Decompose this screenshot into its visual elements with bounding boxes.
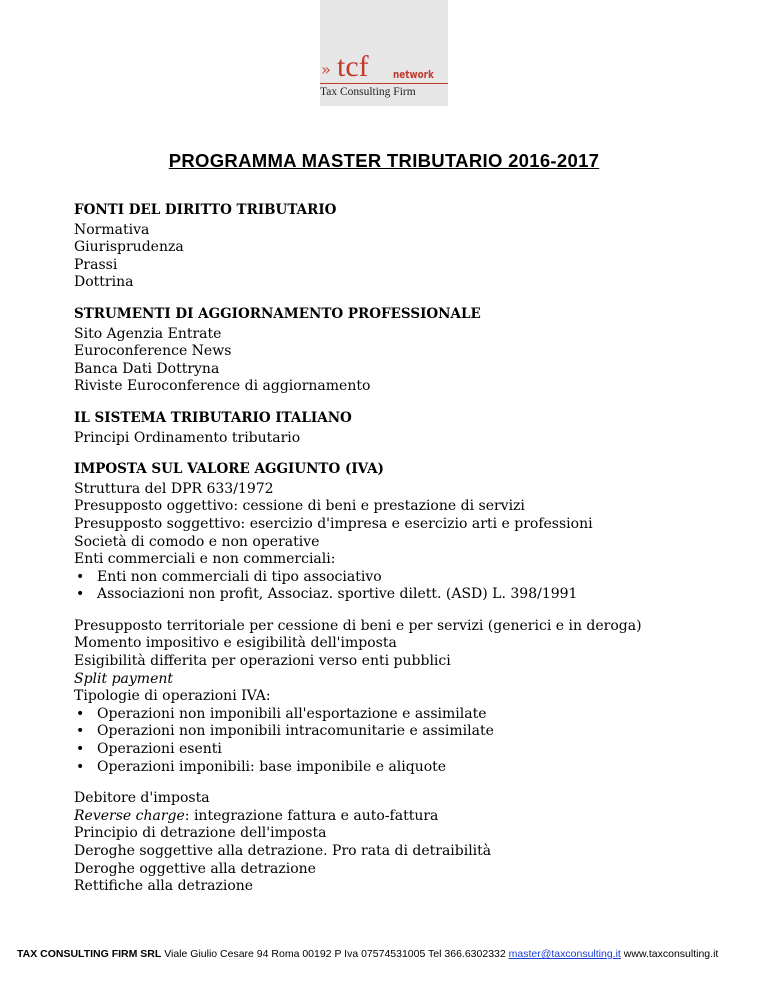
reverse-charge-term: Reverse charge xyxy=(74,807,185,824)
list-item: Società di comodo e non operative xyxy=(74,533,320,550)
footer-email-link[interactable]: master@taxconsulting.it xyxy=(508,948,621,960)
list-item: Euroconference News xyxy=(74,343,232,360)
list-item: Momento impositivo e esigibilità dell'imposta xyxy=(74,635,397,652)
spacer xyxy=(74,604,744,618)
list-item: Presupposto territoriale per cessione di beni e per servizi (generici e in deroga) xyxy=(74,617,642,634)
section-title: IMPOSTA SUL VALORE AGGIUNTO (IVA) xyxy=(74,461,384,478)
program-content xyxy=(74,202,744,910)
logo-network: network xyxy=(393,68,434,81)
list-item-reverse-charge xyxy=(74,808,744,826)
bullet-item: • Associazioni non profit, Associaz. sportive dilett. (ASD) L. 398/1991 xyxy=(74,586,744,604)
bullet-item: • Operazioni non imponibili intracomunitarie e assimilate xyxy=(74,723,744,741)
bullet-list-enti xyxy=(74,569,744,604)
footer-website: www.taxconsulting.it xyxy=(620,948,719,960)
logo-block xyxy=(320,0,448,106)
list-item: Presupposto oggettivo: cessione di beni e prestazione di servizi xyxy=(74,498,525,515)
logo-brand: tcf xyxy=(337,50,369,83)
list-item: Giurisprudenza xyxy=(74,239,184,256)
section-title: STRUMENTI DI AGGIORNAMENTO PROFESSIONALE xyxy=(74,305,481,322)
list-item: Banca Dati Dottryna xyxy=(74,360,220,377)
section-iva xyxy=(74,461,744,896)
logo-divider xyxy=(320,83,448,84)
tcf-logo xyxy=(320,50,448,98)
list-item: Principi Ordinamento tributario xyxy=(74,429,301,446)
logo-arrows: » xyxy=(321,60,331,79)
list-item: Tipologie di operazioni IVA: xyxy=(74,688,271,705)
list-item: Principio di detrazione dell'imposta xyxy=(74,825,327,842)
list-item: Deroghe soggettive alla detrazione. Pro rata di detraibilità xyxy=(74,843,492,859)
logo-subtitle: Tax Consulting Firm xyxy=(320,86,416,98)
list-item: Dottrina xyxy=(74,274,134,291)
list-item-split-payment: Split payment xyxy=(74,670,174,687)
list-item: Esigibilità differita per operazioni verso enti pubblici xyxy=(74,653,451,670)
bullet-item: • Operazioni esenti xyxy=(74,741,744,759)
bullet-item: • Operazioni non imponibili all'esportazione e assimilate xyxy=(74,706,744,724)
list-item: Prassi xyxy=(74,256,118,273)
section-strumenti xyxy=(74,306,744,396)
section-title: IL SISTEMA TRIBUTARIO ITALIANO xyxy=(74,409,352,426)
section-fonti xyxy=(74,202,744,292)
list-item: Struttura del DPR 633/1972 xyxy=(74,480,274,497)
bullet-item: • Enti non commerciali di tipo associativo xyxy=(74,569,744,587)
footer-company: TAX CONSULTING FIRM SRL xyxy=(17,948,162,960)
list-item: Rettifiche alla detrazione xyxy=(74,878,254,895)
list-item: Presupposto soggettivo: esercizio d'impresa e esercizio arti e professioni xyxy=(74,515,593,532)
list-item: Enti commerciali e non commerciali: xyxy=(74,551,336,568)
footer-address: Viale Giulio Cesare 94 Roma 00192 P Iva 07574531005 Tel 366.6302332 xyxy=(161,948,509,960)
bullet-item: • Operazioni imponibili: base imponibile e aliquote xyxy=(74,759,744,777)
reverse-charge-text: : integrazione fattura e auto-fattura xyxy=(184,807,439,824)
section-sistema xyxy=(74,410,744,447)
list-item: Riviste Euroconference di aggiornamento xyxy=(74,378,371,395)
list-item: Sito Agenzia Entrate xyxy=(74,325,222,342)
page-title: PROGRAMMA MASTER TRIBUTARIO 2016-2017 xyxy=(168,150,600,171)
list-item: Debitore d'imposta xyxy=(74,790,210,807)
bullet-list-operazioni xyxy=(74,706,744,776)
list-item: Normativa xyxy=(74,221,150,238)
section-title: FONTI DEL DIRITTO TRIBUTARIO xyxy=(74,202,337,218)
spacer xyxy=(74,776,744,790)
list-item: Deroghe oggettive alla detrazione xyxy=(74,860,316,877)
page-footer xyxy=(17,948,718,960)
